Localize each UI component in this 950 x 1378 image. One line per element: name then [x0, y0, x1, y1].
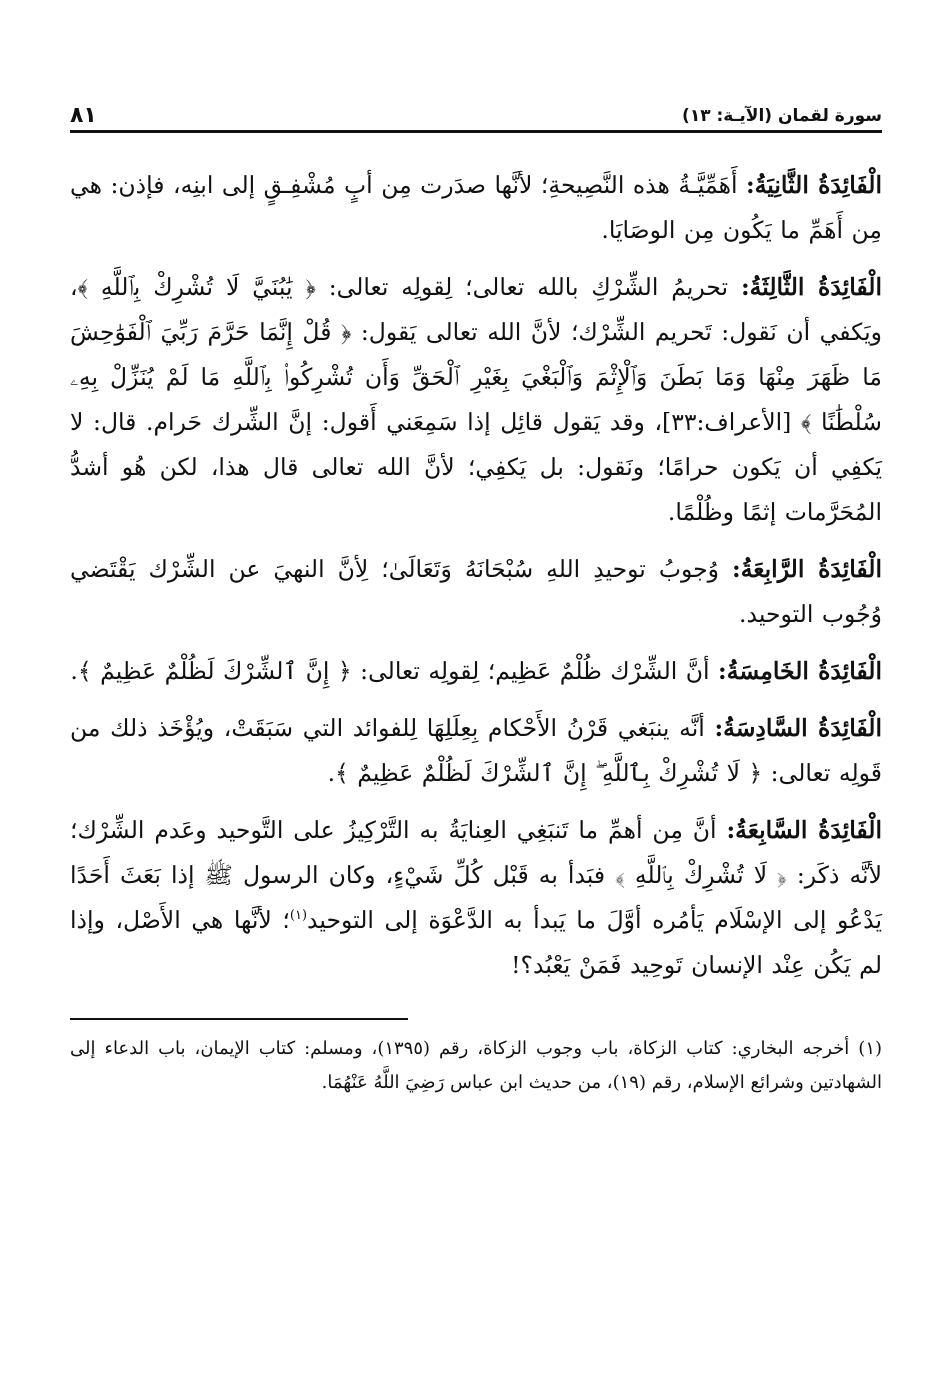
- paragraph-heading: الْفَائِدَةُ السَّادِسَةُ:: [714, 714, 882, 742]
- paragraph-text: أنَّه ينبَغي قَرْنُ الأَحْكام بِعِلَلِهَا لِلفوائد التي سَبَقَتْ، ويُؤْخَذ ذلك من قَولِه تعالى: ﴿ لَا تُشْرِكْ بِٱللَّهِ ۖ إِنَّ ٱلشِّرْكَ لَظُلْمٌ عَظِيمٌ ﴾.: [70, 714, 882, 787]
- paragraph-heading: الْفَائِدَةُ الثَّالِثَةُ:: [741, 273, 882, 301]
- paragraph-text: أنَّ الشِّرْك ظُلْمٌ عَظِيم؛ لِقولِه تعالى: ﴿ إِنَّ ٱلشِّرْكَ لَظُلْمٌ عَظِيمٌ ﴾.: [70, 657, 710, 685]
- running-head: سورة لقمان (الآيـة: ١٣): [682, 106, 882, 126]
- paragraph-second-benefit: [70, 163, 882, 253]
- footnote-divider: [70, 1018, 408, 1020]
- paragraph-third-benefit: [70, 265, 882, 535]
- footnote-reference[interactable]: (١): [289, 908, 308, 924]
- page-body: [70, 163, 882, 988]
- footnotes: [70, 1032, 882, 1100]
- paragraph-sixth-benefit: [70, 706, 882, 796]
- page-header: [70, 92, 882, 133]
- paragraph-text: أَهَمِّيَّـةُ هذه النَّصِيحةِ؛ لأنَّها صدَرت مِن أبٍ مُشْفِـقٍ إلى ابنِه، فإذن: هي مِن أَهَمِّ ما يَكُون مِن الوصَايَا.: [70, 171, 882, 244]
- paragraph-seventh-benefit: [70, 808, 882, 988]
- paragraph-heading: الْفَائِدَةُ الرَّابِعَةُ:: [732, 555, 882, 583]
- paragraph-heading: الْفَائِدَةُ الثَّانِيَةُ:: [746, 171, 882, 199]
- paragraph-heading: الْفَائِدَةُ السَّابِعَةُ:: [726, 816, 882, 844]
- paragraph-text: وُجوبُ توحيدِ اللهِ سُبْحَانَهُ وَتَعَالَىٰ؛ لِأنَّ النهيَ عن الشِّرْك يَقْتَضي وُجُوب التوحيد.: [70, 555, 882, 628]
- paragraph-text: تحريمُ الشِّرْكِ بالله تعالى؛ لِقولِه تعالى: ﴿ يَٰبُنَيَّ لَا تُشْرِكْ بِٱللَّهِ ﴾، ويَكفي أن نَقول: تَحريم الشِّرْك؛ لأنَّ الله تعالى يَقول: ﴿ قُلْ إِنَّمَا حَرَّمَ رَبِّيَ ٱلْفَوَٰحِشَ مَا ظَهَرَ مِنْهَا وَمَا بَطَنَ وَٱلْإِثْمَ وَٱلْبَغْيَ بِغَيْرِ ٱلْحَقِّ وَأَن تُشْرِكُوا۟ بِٱللَّهِ مَا لَمْ يُنَزِّلْ بِهِۦ سُلْطَٰنًا ﴾ [الأعراف:٣٣]، وقد يَقول قائِل إذا سَمِعَني أَقول: إنَّ الشِّرك حَرام. قال: لا يَكفِي أن يَكون حرامًا؛ ونَقول: بل يَكفِي؛ لأنَّ الله تعالى قال هذا، لكن هُو أشدُّ المُحَرَّمات إثمًا وظُلْمًا.: [70, 273, 883, 526]
- paragraph-text-continued: ؛ لأنَّها هي الأَصْل، وإذا لم يَكُن عِنْد الإنسان تَوحِيد فَمَنْ يَعْبُد؟!: [70, 906, 882, 979]
- book-page: [70, 92, 882, 1100]
- paragraph-heading: الْفَائِدَةُ الخَامِسَةُ:: [718, 657, 882, 685]
- paragraph-fifth-benefit: [70, 649, 882, 694]
- page-number: ٨١: [70, 103, 97, 128]
- paragraph-text: أنَّ مِن أهمِّ ما تَنبَغِي العِنايَةُ به التَّرْكِيزُ على التَّوحيد وعَدم الشِّرْك؛ لأنَّه ذكَر: ﴿ لَا تُشْرِكْ بِٱللَّهِ ﴾ فبَدأ به قَبْل كُلِّ شَيْءٍ، وكان الرسول ﷺ إذا بَعَثَ أَحَدًا يَدْعُو إلى الإسْلَام يَأمُره أوَّلَ ما يَبدأ به الدَّعْوَة إلى التوحيد: [70, 816, 882, 934]
- footnote-item: (١) أخرجه البخاري: كتاب الزكاة، باب وجوب الزكاة، رقم (١٣٩٥)، ومسلم: كتاب الإيمان، باب الدعاء إلى الشهادتين وشرائع الإسلام، رقم (١٩)، من حديث ابن عباس رَضِيَ اللَّهُ عَنْهُمَا.: [70, 1038, 883, 1093]
- paragraph-fourth-benefit: [70, 547, 882, 637]
